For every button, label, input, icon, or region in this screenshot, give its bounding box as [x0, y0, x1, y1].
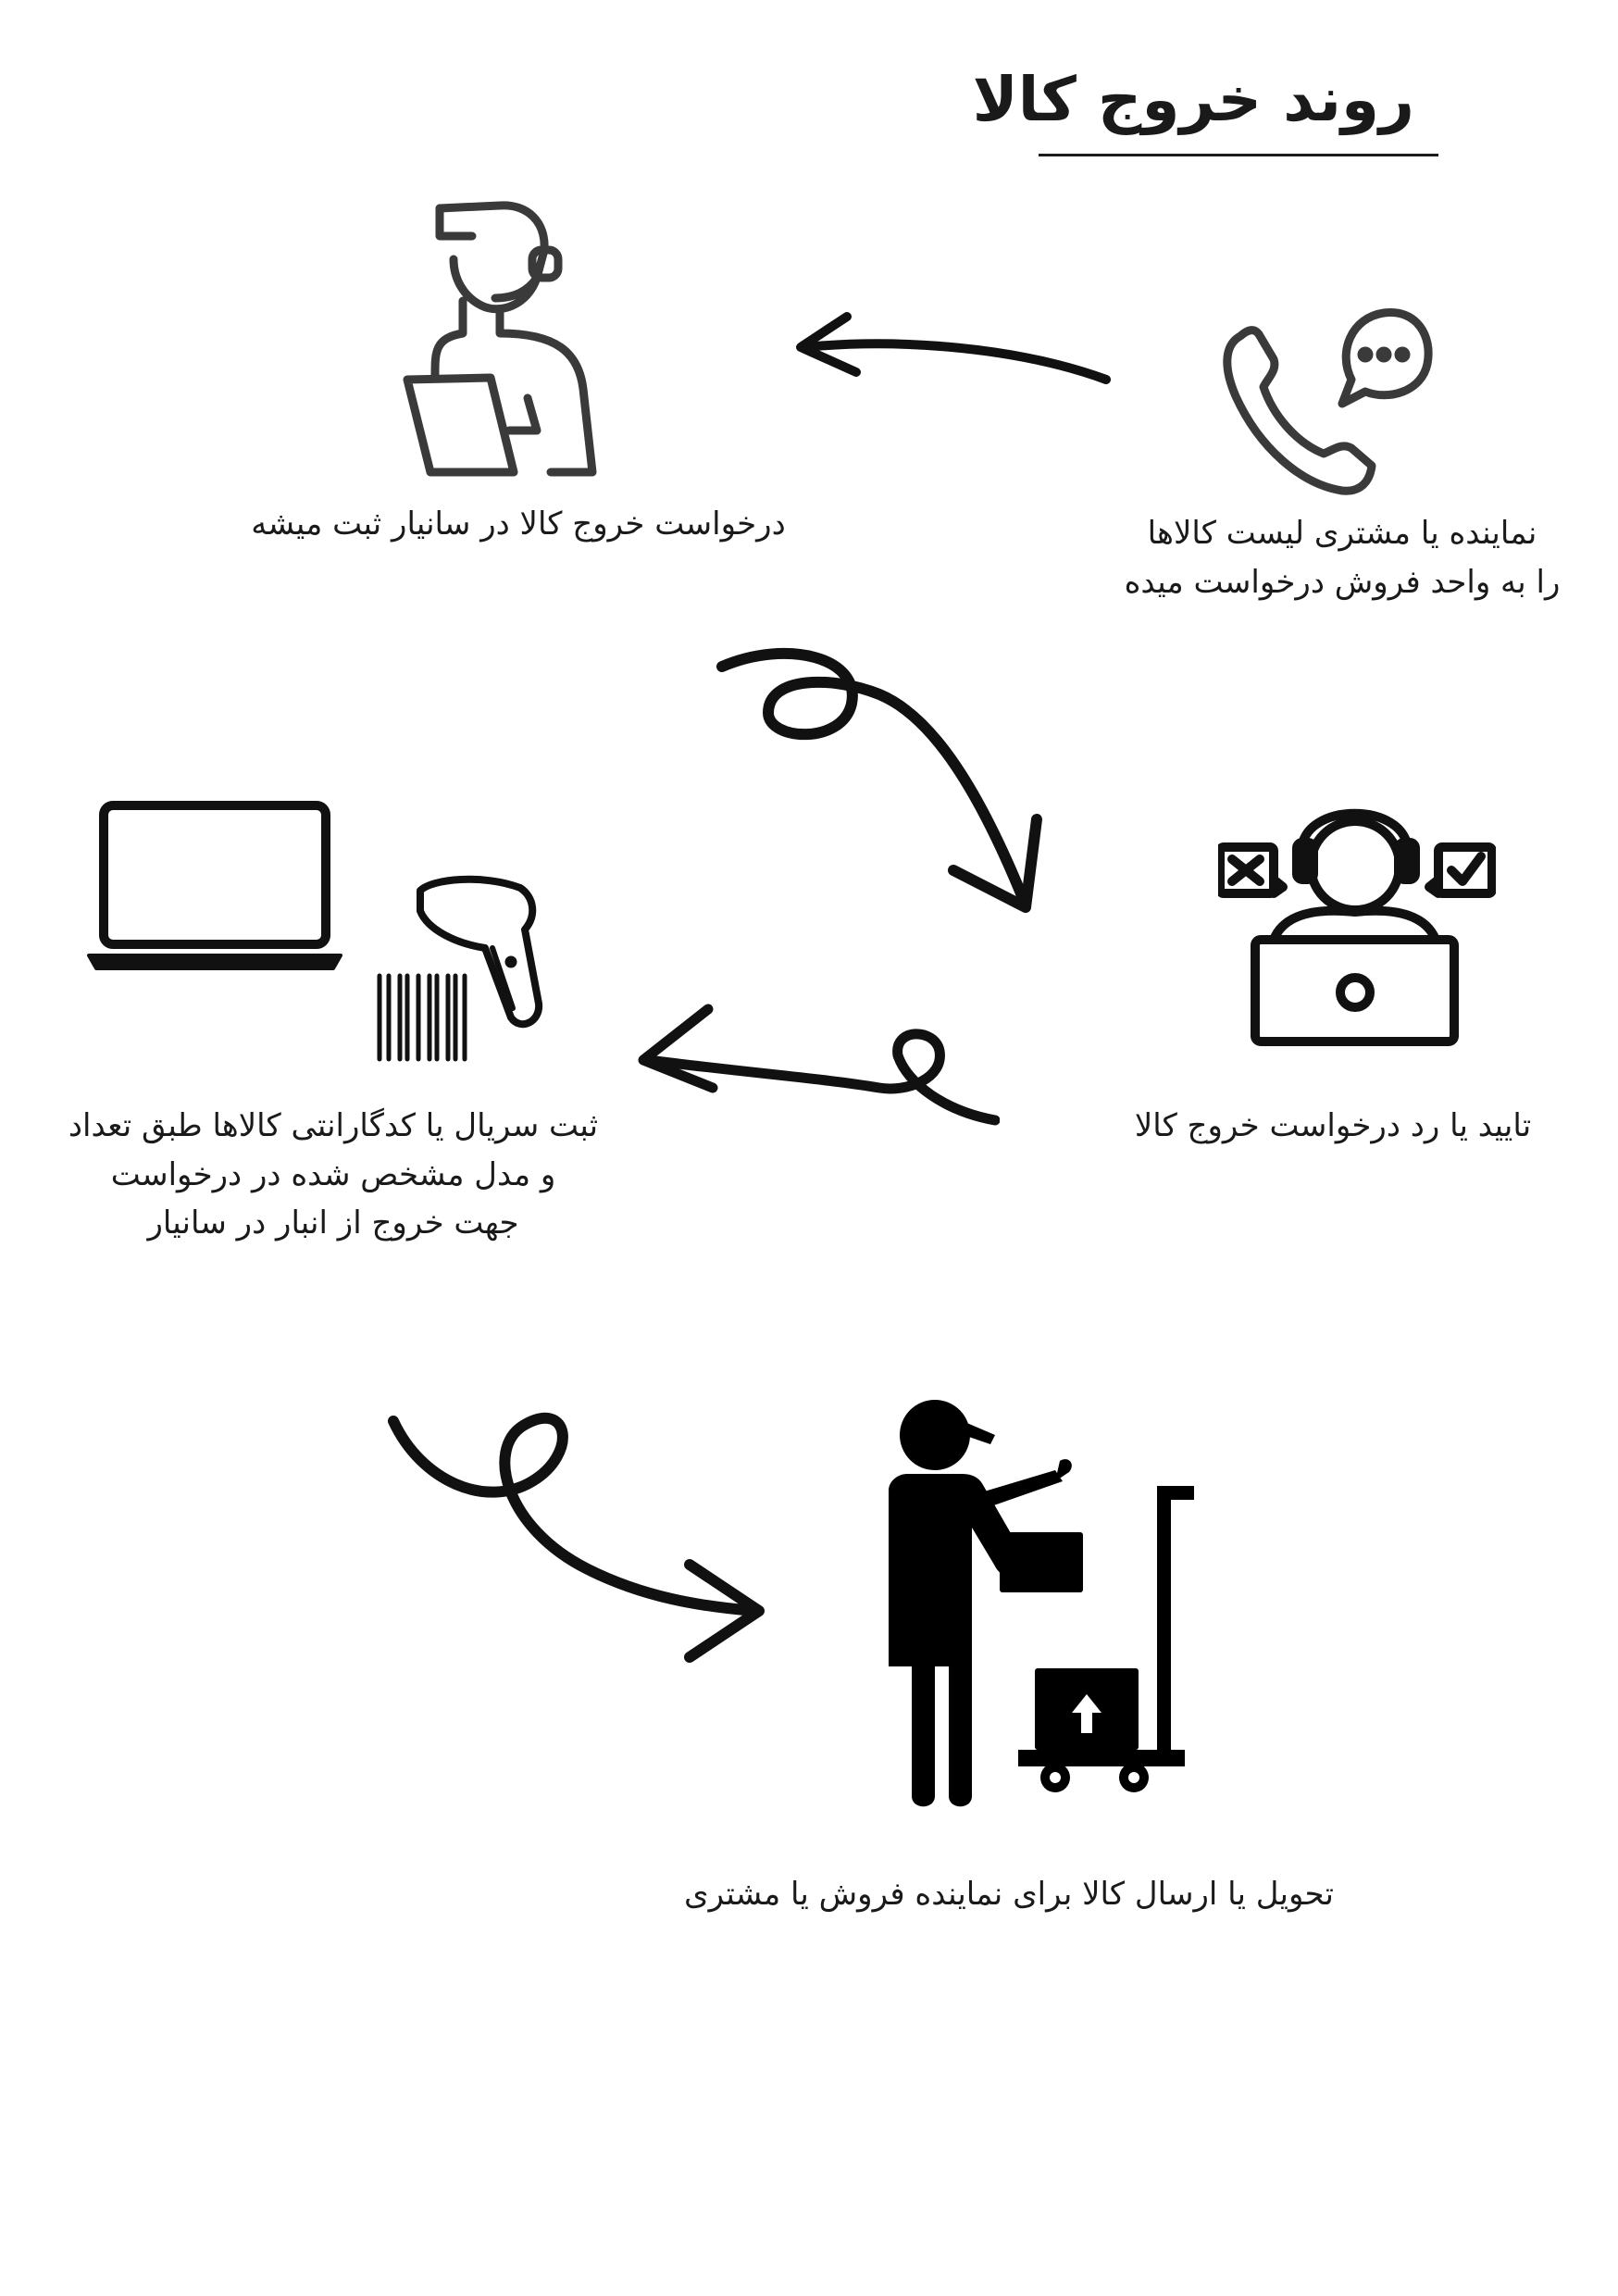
step-customer-call-line2: را به واحد فروش درخواست میده [1124, 563, 1561, 601]
page-title: روند خروج کالا [972, 64, 1414, 135]
arrow-step1-to-step2 [787, 306, 1120, 398]
step-register-request-text: درخواست خروج کالا در سانیار ثبت میشه [251, 505, 786, 543]
laptop-barcode-scanner-icon [85, 800, 566, 1068]
step-customer-call-text [1092, 509, 1592, 606]
arrow-step2-to-step3-loop [713, 639, 1064, 935]
phone-chat-icon [1213, 294, 1435, 498]
agent-laptop-icon [398, 194, 611, 481]
arrow-step3-to-step4-loop [629, 972, 1000, 1139]
step-serial-register-line1: ثبت سریال یا کدگارانتی کالاها طبق تعداد [68, 1107, 599, 1144]
step-delivery-text: تحویل یا ارسال کالا برای نماینده فروش یا مشتری [684, 1876, 1334, 1913]
step-serial-register-text [37, 1102, 629, 1248]
step-serial-register-line3: جهت خروج از انبار در سانیار [147, 1204, 519, 1242]
step-serial-register-line2: و مدل مشخص شده در درخواست [110, 1155, 556, 1193]
arrow-step4-to-step5-loop [384, 1407, 773, 1685]
operator-approval-icon [1218, 778, 1496, 1055]
step-approve-reject-text: تایید یا رد درخواست خروج کالا [1134, 1107, 1532, 1144]
step-customer-call-line1: نماینده یا مشتری لیست کالاها [1147, 515, 1537, 552]
delivery-worker-cart-icon [833, 1389, 1222, 1815]
title-underline [1039, 154, 1438, 156]
